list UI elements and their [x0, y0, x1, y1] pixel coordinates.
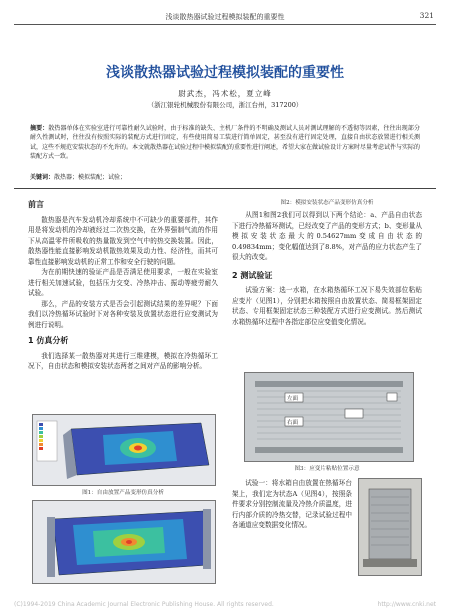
- section-2-heading: 2 测试验证: [232, 270, 273, 280]
- figure-1-fea-image: [32, 414, 216, 486]
- section-1-heading: 1 仿真分析: [28, 336, 69, 345]
- figure-3-caption: 图3：应变片粘贴位置示意: [294, 466, 360, 472]
- figure-1-caption: 图1：自由放置产品变形仿真分析: [82, 490, 164, 496]
- preface-heading: 前言: [28, 200, 44, 209]
- running-header: [14, 6, 436, 25]
- section-1-paragraph: 我们选择某一散热器对其进行三维建模，模拟在冷热循环工况下，自由状态和模拟安装状态两者之间对产品的影响分析。: [28, 351, 218, 370]
- abstract: [30, 124, 420, 161]
- figure-3-photo: [244, 372, 414, 462]
- figure-3-label-right: 右面: [287, 420, 299, 426]
- keywords-label: 关键词：: [30, 174, 55, 181]
- keywords-text: 散热器；模拟装配；试验；: [54, 174, 127, 181]
- paper-title: 浅谈散热器试验过程模拟装配的重要性: [106, 65, 344, 81]
- preface-paragraph-2: 为在前期快速的验证产品是否满足使用要求，一般在实验室进行相关加速试验，包括压力交变、冷热冲击、振动等疲劳耐久试验。: [28, 268, 218, 297]
- figure-2-caption: 图2：模拟安装状态产品变形仿真分析: [280, 200, 374, 206]
- keywords: [30, 172, 420, 181]
- conclusion-paragraph: 从图1和图2我们可以得到以下两个结论：a、产品自由状态下进行冷热循环测试，已经改变了产品的变形方式；b、变形量从模拟安装状态最大的0.54627mm变成自由状态的0.49834mm；变化幅值达到了8.8%，对产品的应力状态产生了很大的改变。: [232, 211, 422, 261]
- footer: [14, 601, 436, 608]
- page-number: 321: [419, 11, 434, 20]
- preface-paragraph-3: 那么，产品的安装方式是否会引起测试结果的差异呢？下面我们以冷热循环试验时下对各种安装及放置状态进行应变测试为例进行说明。: [28, 299, 218, 329]
- abstract-label: 摘要：: [30, 125, 49, 132]
- right-column-lower: [232, 478, 352, 531]
- figure-3-label-left: 左面: [287, 396, 299, 402]
- footer-copyright: (C)1994-2019 China Academic Journal Electronic Publishing House. All rights reserved.: [14, 601, 274, 608]
- right-column: [232, 210, 422, 327]
- abstract-text: 散热器单体在实验室进行可靠性耐久试验时，由于标准的缺失、主机厂条件的不明确及测试人员对测试理解的不透彻等因素，往往出现部分耐久性测试时，往往没有按照实际的装配方式进行固定，有些使用简易工装进行简单固定，甚至没有进行固定处理，直接自由状态放置进行相关测试，这些不规范安装状态的不允许的。本文就散热器在试验过程中模拟装配的重要性进行阐述，希望大家在做试验设计方案时尽量考虑试件与实际的装配方式一致。: [30, 125, 421, 160]
- section-2-paragraph-1: 试验方案：选一水箱，在水箱热循环工况下易失效部位粘贴应变片（见图1），分别把水箱按照自由放置状态、简易框架固定状态、专用框架固定状态三种装配方式进行应变测试。然后测试水箱热循环过程中各指定部位应变值变化情况。: [232, 286, 422, 326]
- footer-url: http://www.cnki.net: [377, 601, 436, 608]
- running-title: 浅谈散热器试验过程模拟装配的重要性: [165, 13, 285, 21]
- preface-paragraph-1: 散热器是汽车发动机冷却系统中不可缺少的重要部件，其作用是将发动机的冷却液经过二次热交换，在外界强制气流的作用下从高温零件所吸收的热量散发到空气中的热交换装置。因此，散热器性能直接影响发动机散热效果及动力性、经济性，而其可靠性直接影响发动机的正常工作和安全行驶的问题。: [28, 215, 218, 266]
- affiliation: （浙江银轮机械股份有限公司，浙江台州，317200）: [147, 101, 303, 109]
- section-divider: [14, 188, 436, 189]
- authors: 尉武杰，冯术松，夏立峰: [178, 89, 272, 98]
- left-column: [28, 194, 218, 372]
- figure-2-fea-image: [32, 500, 216, 584]
- section-2-paragraph-2: 试验一：将水箱自由放置在热循环台架上，我们定为状态A（见图4），按照条件要求分别控制流量及冷热介质温度，进行内部介质的冷热交替，记录试验过程中各通道应变数据变化情况。: [232, 479, 352, 529]
- figure-4-photo: [358, 478, 422, 576]
